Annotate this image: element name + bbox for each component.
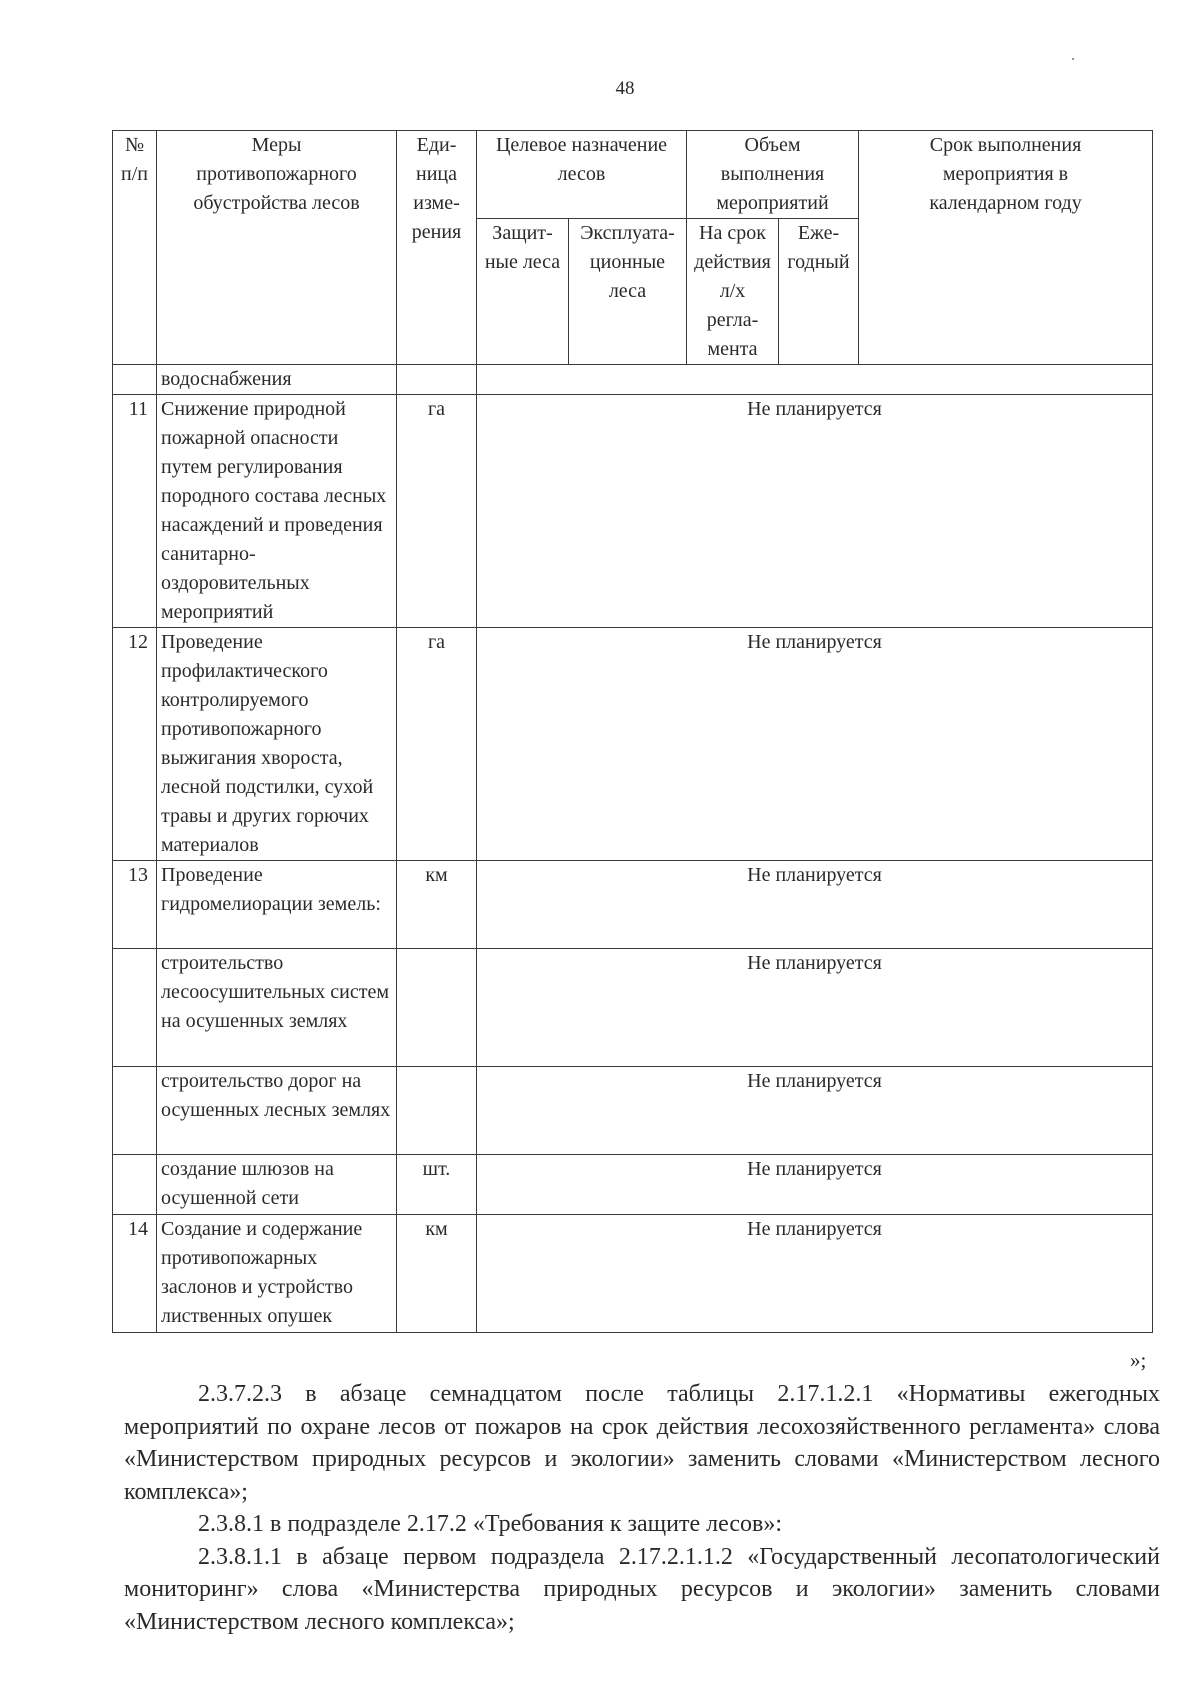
header-volume-term: На срок действия л/х регла- мента — [687, 219, 779, 365]
row-number: 14 — [113, 1215, 157, 1333]
paragraph: 2.3.8.1.1 в абзаце первом подраздела 2.17.2.1.1.2 «Государственный лесопатологический мониторинг» слова «Министерства природных ресурсов и экологии» заменить словами «Министерством лесного комплекса»; — [124, 1543, 1160, 1635]
row-number — [113, 1067, 157, 1155]
table-row — [113, 628, 1153, 861]
row-unit — [397, 365, 477, 395]
row-status: Не планируется — [477, 949, 1153, 1067]
row-unit: км — [397, 861, 477, 949]
header-forest-purpose: Целевое назначение лесов — [477, 131, 687, 219]
row-measure: Снижение природной пожарной опасности путем регулирования породного состава лесных насаждений и проведения санитарно-оздоровительных мероприятий — [157, 395, 397, 628]
row-number — [113, 1155, 157, 1215]
paragraph: 2.3.8.1 в подразделе 2.17.2 «Требования к защите лесов»: — [198, 1511, 783, 1537]
header-volume-annual: Еже- годный — [779, 219, 859, 365]
row-status — [477, 365, 1153, 395]
header-exploitation-forests: Эксплуата- ционные леса — [569, 219, 687, 365]
row-measure: строительство лесоосушительных систем на осушенных землях — [157, 949, 397, 1067]
row-unit: га — [397, 628, 477, 861]
row-measure: создание шлюзов на осушенной сети — [157, 1155, 397, 1215]
row-measure: водоснабжения — [157, 365, 397, 395]
header-protective-forests: Защит- ные леса — [477, 219, 569, 365]
row-number — [113, 949, 157, 1067]
header-num: № п/п — [113, 131, 157, 365]
fire-measures-table — [112, 130, 1153, 1333]
header-unit: Еди- ница изме- рения — [397, 131, 477, 365]
row-unit — [397, 1067, 477, 1155]
table-row — [113, 1215, 1153, 1333]
scan-mark — [1072, 58, 1074, 60]
table-row — [113, 365, 1153, 395]
closing-quote: »; — [1130, 1348, 1147, 1372]
table-row — [113, 1155, 1153, 1215]
row-status: Не планируется — [477, 1155, 1153, 1215]
paragraph: 2.3.7.2.3 в абзаце семнадцатом после таблицы 2.17.1.2.1 «Нормативы ежегодных мероприятий по охране лесов от пожаров на срок действия лесохозяйственного регламента» слова «Министерством природных ресурсов и экологии» заменить словами «Министерством лесного комплекса»; — [124, 1381, 1160, 1505]
row-measure: Проведение профилактического контролируемого противопожарного выжигания хвороста, лесной подстилки, сухой травы и других горючих материалов — [157, 628, 397, 861]
row-number: 12 — [113, 628, 157, 861]
header-row — [113, 131, 1153, 219]
row-status: Не планируется — [477, 628, 1153, 861]
page-number: 48 — [615, 78, 635, 99]
table-row — [113, 861, 1153, 949]
row-number: 13 — [113, 861, 157, 949]
row-measure: строительство дорог на осушенных лесных землях — [157, 1067, 397, 1155]
header-measures: Меры противопожарного обустройства лесов — [157, 131, 397, 365]
row-unit: км — [397, 1215, 477, 1333]
row-status: Не планируется — [477, 861, 1153, 949]
row-measure: Создание и содержание противопожарных заслонов и устройство лиственных опушек — [157, 1215, 397, 1333]
row-status: Не планируется — [477, 1215, 1153, 1333]
row-unit — [397, 949, 477, 1067]
row-status: Не планируется — [477, 395, 1153, 628]
header-volume: Объем выполнения мероприятий — [687, 131, 859, 219]
amendment-text — [124, 1378, 1160, 1638]
table-row — [113, 395, 1153, 628]
table-row — [113, 949, 1153, 1067]
row-number — [113, 365, 157, 395]
row-unit: шт. — [397, 1155, 477, 1215]
row-measure: Проведение гидромелиорации земель: — [157, 861, 397, 949]
table-row — [113, 1067, 1153, 1155]
row-number: 11 — [113, 395, 157, 628]
row-unit: га — [397, 395, 477, 628]
row-status: Не планируется — [477, 1067, 1153, 1155]
header-deadline: Срок выполнения мероприятия в календарном году — [859, 131, 1153, 365]
